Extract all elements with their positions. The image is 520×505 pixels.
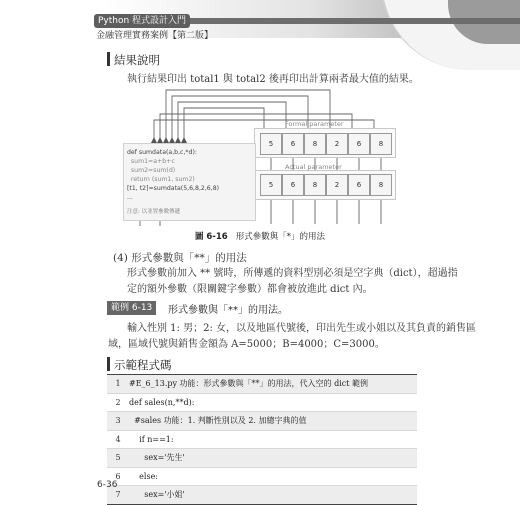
example-tag: 範例 6-13	[107, 301, 156, 315]
code-line: sum1=a+b+c	[127, 158, 175, 165]
formal-value-box: 6	[348, 133, 370, 155]
code-line: return (sum1, sum2)	[127, 176, 195, 183]
line-number: 1	[115, 379, 121, 388]
actual-value-box: 5	[260, 174, 282, 196]
code-line: ...	[127, 194, 133, 201]
example-line-2: 域，區域代號與銷售金額為 A=5000；B=4000；C=3000。	[108, 339, 385, 350]
formal-value-box: 8	[304, 133, 326, 155]
formal-value-box: 5	[260, 133, 282, 155]
code-row	[107, 449, 417, 468]
code-line: def sumdata(a,b,c,*d):	[127, 149, 197, 156]
code-text: else:	[129, 471, 158, 481]
formal-parameter-label: Formal parameter	[285, 120, 344, 128]
formal-value-box: 2	[326, 133, 348, 155]
code-text: #sales 功能：1. 判斷性別以及 2. 加總字典的值	[129, 416, 307, 425]
code-text: def sales(n,**d):	[129, 397, 195, 407]
code-row	[107, 375, 417, 394]
sample-section-title: 示範程式碼	[114, 358, 172, 372]
example-line-1: 輸入性別 1: 男；2: 女，以及地區代號後，印出先生或小姐以及其負責的銷售區	[127, 323, 476, 334]
actual-parameter-label: Actual parameter	[285, 163, 342, 171]
section-marker	[107, 357, 110, 371]
code-row	[107, 468, 417, 487]
line-number: 2	[115, 397, 121, 407]
code-row	[107, 431, 417, 450]
book-title: Python 程式設計入門	[94, 14, 190, 28]
figure-caption	[0, 230, 520, 242]
code-text: sex='先生'	[129, 453, 185, 462]
code-text: if n==1:	[129, 434, 174, 444]
line-number: 4	[115, 434, 121, 444]
formal-value-box: 6	[282, 133, 304, 155]
code-listing	[107, 374, 417, 505]
actual-value-box: 2	[326, 174, 348, 196]
diagram-code-box	[123, 143, 256, 221]
code-line: sum2=sum(d)	[127, 167, 176, 174]
actual-value-box: 8	[304, 174, 326, 196]
example-title: 形式參數與「**」的用法。	[168, 305, 288, 316]
actual-value-box: 6	[348, 174, 370, 196]
subsection-line-1: 形式參數前加入 ** 號時，所傳遞的資料型別必須是空字典（dict），超過指	[127, 268, 458, 279]
figure-caption-text: 形式參數與「*」的用法	[235, 232, 326, 242]
result-text: 執行結果印出 total1 與 total2 後再印出計算兩者最大值的結果。	[127, 74, 419, 85]
line-number: 6	[115, 471, 121, 481]
line-number: 5	[115, 453, 121, 462]
code-note: 注意: 以並置參數傳遞	[127, 209, 181, 215]
actual-value-box: 6	[282, 174, 304, 196]
subsection-line-2: 定的額外參數（限關鍵字參數）都會被放進此 dict 內。	[127, 284, 373, 295]
page-number: 6-36	[97, 480, 118, 490]
formal-value-box: 8	[370, 133, 392, 155]
subsection-heading: (4) 形式參數與「**」的用法	[113, 252, 247, 264]
code-line: [t1, t2]=sumdata(5,6,8,2,6,8)	[127, 185, 220, 192]
result-section-title: 結果說明	[114, 53, 160, 67]
actual-value-box: 8	[370, 174, 392, 196]
code-text: sex='小姐'	[129, 490, 185, 499]
code-row	[107, 486, 417, 504]
book-subtitle: 金融管理實務案例【第二版】	[96, 31, 214, 41]
line-number: 7	[115, 490, 121, 499]
code-text: #E_6_13.py 功能：形式參數與「**」的用法，代入空的 dict 範例	[129, 379, 368, 388]
code-row	[107, 412, 417, 431]
line-number: 3	[115, 416, 121, 425]
figure-number: 圖 6-16	[194, 232, 228, 242]
code-row	[107, 394, 417, 413]
